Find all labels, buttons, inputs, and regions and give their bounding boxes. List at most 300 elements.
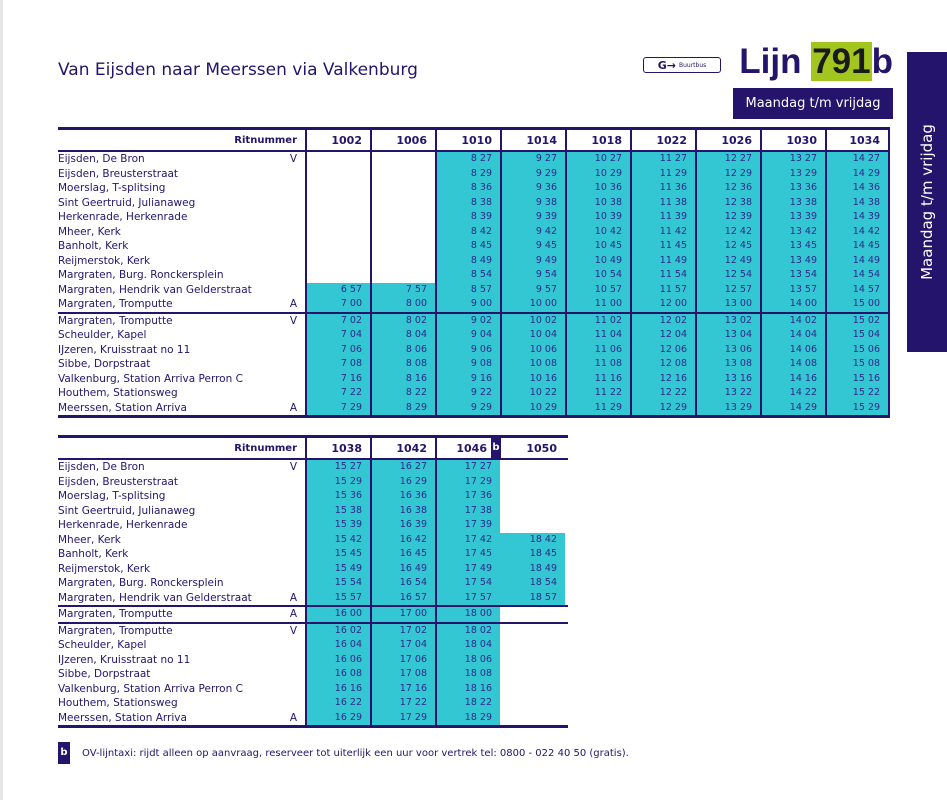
trip-number (370, 130, 435, 150)
stop-name: Margraten, Hendrik van Gelderstraat (58, 283, 252, 296)
departure-time: 12 27 (695, 152, 760, 167)
departure-time: 8 06 (370, 343, 435, 358)
departure-time: 10 38 (565, 196, 630, 211)
departure-time: 10 00 (500, 297, 565, 312)
departure-time: 7 29 (305, 401, 370, 416)
stop-marker: A (289, 401, 297, 414)
departure-time: 12 29 (695, 167, 760, 182)
table-row (58, 562, 568, 577)
departure-time: 13 57 (760, 283, 825, 298)
departure-time: 7 00 (305, 297, 370, 312)
departure-time: 11 02 (565, 314, 630, 329)
stop-label (58, 297, 305, 312)
stop-name: Houthem, Stationsweg (58, 697, 178, 709)
departure-time: 8 57 (435, 283, 500, 298)
stop-label (58, 504, 305, 519)
departure-time: 9 27 (500, 152, 565, 167)
departure-time: 17 29 (370, 711, 435, 726)
trip-number-text: 1034 (849, 133, 880, 147)
departure-time (500, 607, 565, 622)
departure-time: 15 08 (825, 357, 890, 372)
line-suffix: b (871, 42, 893, 81)
departure-time: 16 57 (370, 591, 435, 606)
departure-time (370, 210, 435, 225)
departure-time: 18 00 (435, 607, 500, 622)
table-row (58, 297, 890, 312)
departure-time: 18 45 (500, 547, 565, 562)
departure-time (370, 152, 435, 167)
departure-time: 12 04 (630, 328, 695, 343)
buurtbus-logo (643, 57, 721, 73)
stop-label (58, 711, 305, 726)
departure-time (500, 475, 565, 490)
departure-time: 9 06 (435, 343, 500, 358)
stop-label (58, 638, 305, 653)
departure-time: 12 08 (630, 357, 695, 372)
trip-number-text: 1050 (526, 441, 557, 455)
departure-time: 18 16 (435, 682, 500, 697)
departure-time: 10 49 (565, 254, 630, 269)
departure-time: 12 29 (630, 401, 695, 416)
note-b-badge: b (491, 438, 501, 458)
departure-time: 14 29 (825, 167, 890, 182)
departure-time: 8 02 (370, 314, 435, 329)
departure-time: 10 42 (565, 225, 630, 240)
departure-time: 14 42 (825, 225, 890, 240)
table-row (58, 225, 890, 240)
stop-name: Margraten, Tromputte (58, 314, 173, 327)
departure-time: 10 45 (565, 239, 630, 254)
footnote-text: OV-lijntaxi: rijdt alleen op aanvraag, reserveer tot uiterlijk een uur voor vertrek tel: 0800 - 022 40 50 (gratis). (82, 747, 629, 759)
stop-label (58, 607, 305, 622)
departure-time: 10 36 (565, 181, 630, 196)
departure-time: 17 22 (370, 696, 435, 711)
departure-time: 7 16 (305, 372, 370, 387)
stop-name: Margraten, Tromputte (58, 624, 173, 637)
stop-name: Herkenrade, Herkenrade (58, 519, 188, 531)
departure-time: 13 29 (760, 167, 825, 182)
departure-time: 17 29 (435, 475, 500, 490)
stop-name: Eijsden, De Bron (58, 461, 145, 473)
stop-name: Sibbe, Dorpstraat (58, 358, 151, 370)
departure-time: 9 02 (435, 314, 500, 329)
stop-label (58, 653, 305, 668)
stop-name: Valkenburg, Station Arriva Perron C (58, 682, 243, 695)
side-tab (907, 52, 947, 352)
departure-time: 16 27 (370, 460, 435, 475)
departure-time: 17 08 (370, 667, 435, 682)
stop-marker: V (289, 461, 297, 473)
departure-time: 8 22 (370, 386, 435, 401)
stop-label (58, 682, 305, 697)
departure-time (370, 196, 435, 211)
departure-time (370, 254, 435, 269)
stop-label (58, 268, 305, 283)
departure-time: 15 57 (305, 591, 370, 606)
stop-name: IJzeren, Kruisstraat no 11 (58, 653, 191, 666)
departure-time: 11 04 (565, 328, 630, 343)
departure-time: 11 29 (565, 401, 630, 416)
departure-time: 13 38 (760, 196, 825, 211)
departure-time: 16 00 (305, 607, 370, 622)
departure-time: 17 16 (370, 682, 435, 697)
departure-time: 12 36 (695, 181, 760, 196)
stop-name: Meerssen, Station Arriva (58, 711, 187, 724)
departure-time: 12 45 (695, 239, 760, 254)
stop-name: Eijsden, Breusterstraat (58, 167, 179, 180)
departure-time: 17 45 (435, 547, 500, 562)
departure-time: 13 04 (695, 328, 760, 343)
departure-time: 17 38 (435, 504, 500, 519)
departure-time (500, 682, 565, 697)
departure-time: 11 00 (565, 297, 630, 312)
stop-label (58, 283, 305, 298)
departure-time: 14 27 (825, 152, 890, 167)
departure-time (305, 152, 370, 167)
stop-name: Margraten, Hendrik van Gelderstraat (58, 591, 252, 604)
stop-name: Reijmerstok, Kerk (58, 254, 151, 267)
departure-time: 17 39 (435, 518, 500, 533)
departure-time: 9 42 (500, 225, 565, 240)
departure-time: 16 22 (305, 696, 370, 711)
departure-time: 18 49 (500, 562, 565, 577)
departure-time: 8 39 (435, 210, 500, 225)
departure-time: 10 16 (500, 372, 565, 387)
stop-label (58, 210, 305, 225)
table-row (58, 152, 890, 167)
departure-time: 14 02 (760, 314, 825, 329)
departure-time: 8 54 (435, 268, 500, 283)
trip-number-text: 1010 (461, 133, 492, 147)
stop-label (58, 167, 305, 182)
stop-name: Moerslag, T-splitsing (58, 490, 166, 502)
stop-label (58, 196, 305, 211)
timetable-section (58, 152, 890, 314)
stop-label (58, 152, 305, 167)
departure-time (500, 518, 565, 533)
timetable-2 (58, 435, 568, 728)
stop-label (58, 696, 305, 711)
departure-time (305, 167, 370, 182)
trip-number (695, 130, 760, 150)
departure-time: 17 54 (435, 576, 500, 591)
stop-marker: V (289, 153, 297, 165)
timetable-section (58, 624, 568, 729)
departure-time: 13 02 (695, 314, 760, 329)
trip-number (500, 130, 565, 150)
departure-time: 13 16 (695, 372, 760, 387)
departure-time: 12 39 (695, 210, 760, 225)
trip-number-text: 1022 (656, 133, 687, 147)
stop-label (58, 533, 305, 548)
departure-time: 9 08 (435, 357, 500, 372)
line-prefix: Lijn (739, 42, 802, 81)
stop-name: Eijsden, Breusterstraat (58, 475, 179, 488)
departure-time: 7 08 (305, 357, 370, 372)
trip-number-text: 1042 (396, 441, 427, 455)
departure-time: 12 16 (630, 372, 695, 387)
stop-name: Reijmerstok, Kerk (58, 562, 151, 575)
stop-name: Banholt, Kerk (58, 240, 129, 252)
stop-name: Margraten, Burg. Ronckersplein (58, 269, 224, 281)
departure-time: 17 04 (370, 638, 435, 653)
departure-time: 13 27 (760, 152, 825, 167)
departure-time: 8 49 (435, 254, 500, 269)
stop-name: Banholt, Kerk (58, 548, 129, 560)
departure-time: 15 49 (305, 562, 370, 577)
departure-time: 8 45 (435, 239, 500, 254)
table-row (58, 533, 568, 548)
stop-name: Scheulder, Kapel (58, 639, 147, 651)
days-badge: Maandag t/m vrijdag (733, 88, 893, 119)
timetable-1 (58, 127, 890, 418)
departure-time: 17 36 (435, 489, 500, 504)
departure-time (305, 210, 370, 225)
departure-time: 10 08 (500, 357, 565, 372)
departure-time: 9 39 (500, 210, 565, 225)
departure-time: 18 42 (500, 533, 565, 548)
departure-time: 9 38 (500, 196, 565, 211)
departure-time: 15 36 (305, 489, 370, 504)
departure-time: 11 54 (630, 268, 695, 283)
departure-time: 14 06 (760, 343, 825, 358)
line-number: 791 (812, 42, 871, 81)
departure-time: 17 42 (435, 533, 500, 548)
stop-name: Scheulder, Kapel (58, 329, 147, 341)
departure-time: 15 22 (825, 386, 890, 401)
departure-time: 16 06 (305, 653, 370, 668)
stop-name: Sibbe, Dorpstraat (58, 668, 151, 680)
departure-time: 15 02 (825, 314, 890, 329)
stop-label (58, 667, 305, 682)
departure-time (500, 460, 565, 475)
departure-time: 11 38 (630, 196, 695, 211)
footnote-mark: b (58, 742, 70, 764)
departure-time: 18 02 (435, 624, 500, 639)
table-row (58, 196, 890, 211)
departure-time: 9 04 (435, 328, 500, 343)
stop-marker: A (289, 608, 297, 620)
departure-time: 15 27 (305, 460, 370, 475)
table-row (58, 357, 890, 372)
table-header (58, 127, 890, 152)
timetable-section (58, 607, 568, 624)
buurtbus-g-arrow-icon: G→ (657, 58, 676, 72)
departure-time: 16 54 (370, 576, 435, 591)
stop-name: Moerslag, T-splitsing (58, 182, 166, 194)
departure-time: 16 45 (370, 547, 435, 562)
departure-time: 12 00 (630, 297, 695, 312)
departure-time: 13 49 (760, 254, 825, 269)
departure-time: 18 54 (500, 576, 565, 591)
trip-number (305, 438, 370, 458)
stop-label (58, 591, 305, 606)
departure-time: 14 22 (760, 386, 825, 401)
departure-time: 11 27 (630, 152, 695, 167)
departure-time: 14 54 (825, 268, 890, 283)
departure-time: 16 49 (370, 562, 435, 577)
trip-number-text: 1038 (331, 441, 362, 455)
departure-time: 15 42 (305, 533, 370, 548)
departure-time: 9 29 (500, 167, 565, 182)
departure-time: 18 08 (435, 667, 500, 682)
departure-time (305, 239, 370, 254)
logo-text: Buurtbus (678, 61, 707, 69)
departure-time: 17 02 (370, 624, 435, 639)
departure-time: 11 49 (630, 254, 695, 269)
table-row (58, 372, 890, 387)
departure-time: 8 29 (370, 401, 435, 416)
stop-marker: A (289, 711, 297, 724)
departure-time: 15 04 (825, 328, 890, 343)
departure-time: 9 29 (435, 401, 500, 416)
stop-marker: V (289, 624, 297, 637)
departure-time (305, 268, 370, 283)
stop-name: Sint Geertruid, Julianaweg (58, 504, 196, 517)
departure-time: 16 02 (305, 624, 370, 639)
table-row (58, 607, 568, 622)
departure-time: 16 29 (305, 711, 370, 726)
departure-time: 16 08 (305, 667, 370, 682)
departure-time: 15 16 (825, 372, 890, 387)
departure-time (500, 696, 565, 711)
departure-time: 9 22 (435, 386, 500, 401)
departure-time: 15 29 (825, 401, 890, 416)
departure-time: 16 42 (370, 533, 435, 548)
departure-time: 9 54 (500, 268, 565, 283)
departure-time: 11 22 (565, 386, 630, 401)
stop-label (58, 328, 305, 343)
trip-number (435, 438, 500, 458)
table-row (58, 239, 890, 254)
departure-time: 12 57 (695, 283, 760, 298)
departure-time: 10 02 (500, 314, 565, 329)
departure-time: 13 36 (760, 181, 825, 196)
table-row (58, 591, 568, 606)
table-row (58, 696, 568, 711)
timetable-section (58, 460, 568, 607)
stop-label (58, 225, 305, 240)
trip-number (435, 130, 500, 150)
table-row (58, 475, 568, 490)
departure-time (500, 638, 565, 653)
departure-time: 15 38 (305, 504, 370, 519)
table-row (58, 576, 568, 591)
line-title (739, 42, 893, 82)
stop-marker: A (289, 298, 297, 310)
departure-time: 10 29 (565, 167, 630, 182)
trip-number-text: 1026 (721, 133, 752, 147)
departure-time: 8 38 (435, 196, 500, 211)
departure-time: 8 42 (435, 225, 500, 240)
departure-time: 7 22 (305, 386, 370, 401)
departure-time: 11 57 (630, 283, 695, 298)
departure-time: 14 08 (760, 357, 825, 372)
table-row (58, 518, 568, 533)
departure-time: 15 00 (825, 297, 890, 312)
stop-label (58, 343, 305, 358)
departure-time: 14 16 (760, 372, 825, 387)
departure-time: 13 08 (695, 357, 760, 372)
departure-time (500, 653, 565, 668)
departure-time: 17 27 (435, 460, 500, 475)
stop-name: Margraten, Tromputte (58, 608, 173, 620)
departure-time: 12 49 (695, 254, 760, 269)
departure-time: 18 57 (500, 591, 565, 606)
trip-number (825, 130, 890, 150)
departure-time: 9 36 (500, 181, 565, 196)
trip-number-text: 1006 (396, 133, 427, 147)
departure-time: 14 04 (760, 328, 825, 343)
stop-label (58, 489, 305, 504)
stop-label (58, 181, 305, 196)
table-row (58, 667, 568, 682)
departure-time: 16 38 (370, 504, 435, 519)
departure-time: 9 16 (435, 372, 500, 387)
table-row (58, 343, 890, 358)
departure-time (370, 268, 435, 283)
table-row (58, 547, 568, 562)
stop-label (58, 460, 305, 475)
departure-time: 15 45 (305, 547, 370, 562)
table-row (58, 167, 890, 182)
departure-time: 7 06 (305, 343, 370, 358)
departure-time: 13 06 (695, 343, 760, 358)
departure-time: 8 27 (435, 152, 500, 167)
departure-time: 14 49 (825, 254, 890, 269)
stop-marker: A (289, 591, 297, 604)
departure-time: 16 39 (370, 518, 435, 533)
table-row (58, 210, 890, 225)
table-row (58, 653, 568, 668)
departure-time: 10 27 (565, 152, 630, 167)
departure-time: 14 36 (825, 181, 890, 196)
departure-time: 8 08 (370, 357, 435, 372)
departure-time: 15 54 (305, 576, 370, 591)
departure-time: 12 02 (630, 314, 695, 329)
departure-time: 8 00 (370, 297, 435, 312)
departure-time: 10 54 (565, 268, 630, 283)
ritnummer-label: Ritnummer (234, 442, 297, 454)
table-row (58, 181, 890, 196)
departure-time: 16 04 (305, 638, 370, 653)
table-row (58, 386, 890, 401)
stop-label (58, 547, 305, 562)
departure-time: 16 29 (370, 475, 435, 490)
departure-time: 11 39 (630, 210, 695, 225)
departure-time: 17 57 (435, 591, 500, 606)
departure-time: 7 02 (305, 314, 370, 329)
departure-time: 10 22 (500, 386, 565, 401)
stop-marker: V (289, 314, 297, 327)
departure-time (500, 489, 565, 504)
departure-time: 13 45 (760, 239, 825, 254)
departure-time: 12 38 (695, 196, 760, 211)
table-row (58, 460, 568, 475)
departure-time: 18 22 (435, 696, 500, 711)
departure-time: 10 39 (565, 210, 630, 225)
departure-time: 14 29 (760, 401, 825, 416)
table-row (58, 268, 890, 283)
departure-time: 14 45 (825, 239, 890, 254)
departure-time: 11 16 (565, 372, 630, 387)
trip-number-text: 1046 (456, 441, 487, 455)
stop-label (58, 314, 305, 329)
departure-time: 14 00 (760, 297, 825, 312)
stop-label (58, 357, 305, 372)
departure-time: 18 29 (435, 711, 500, 726)
departure-time (370, 167, 435, 182)
